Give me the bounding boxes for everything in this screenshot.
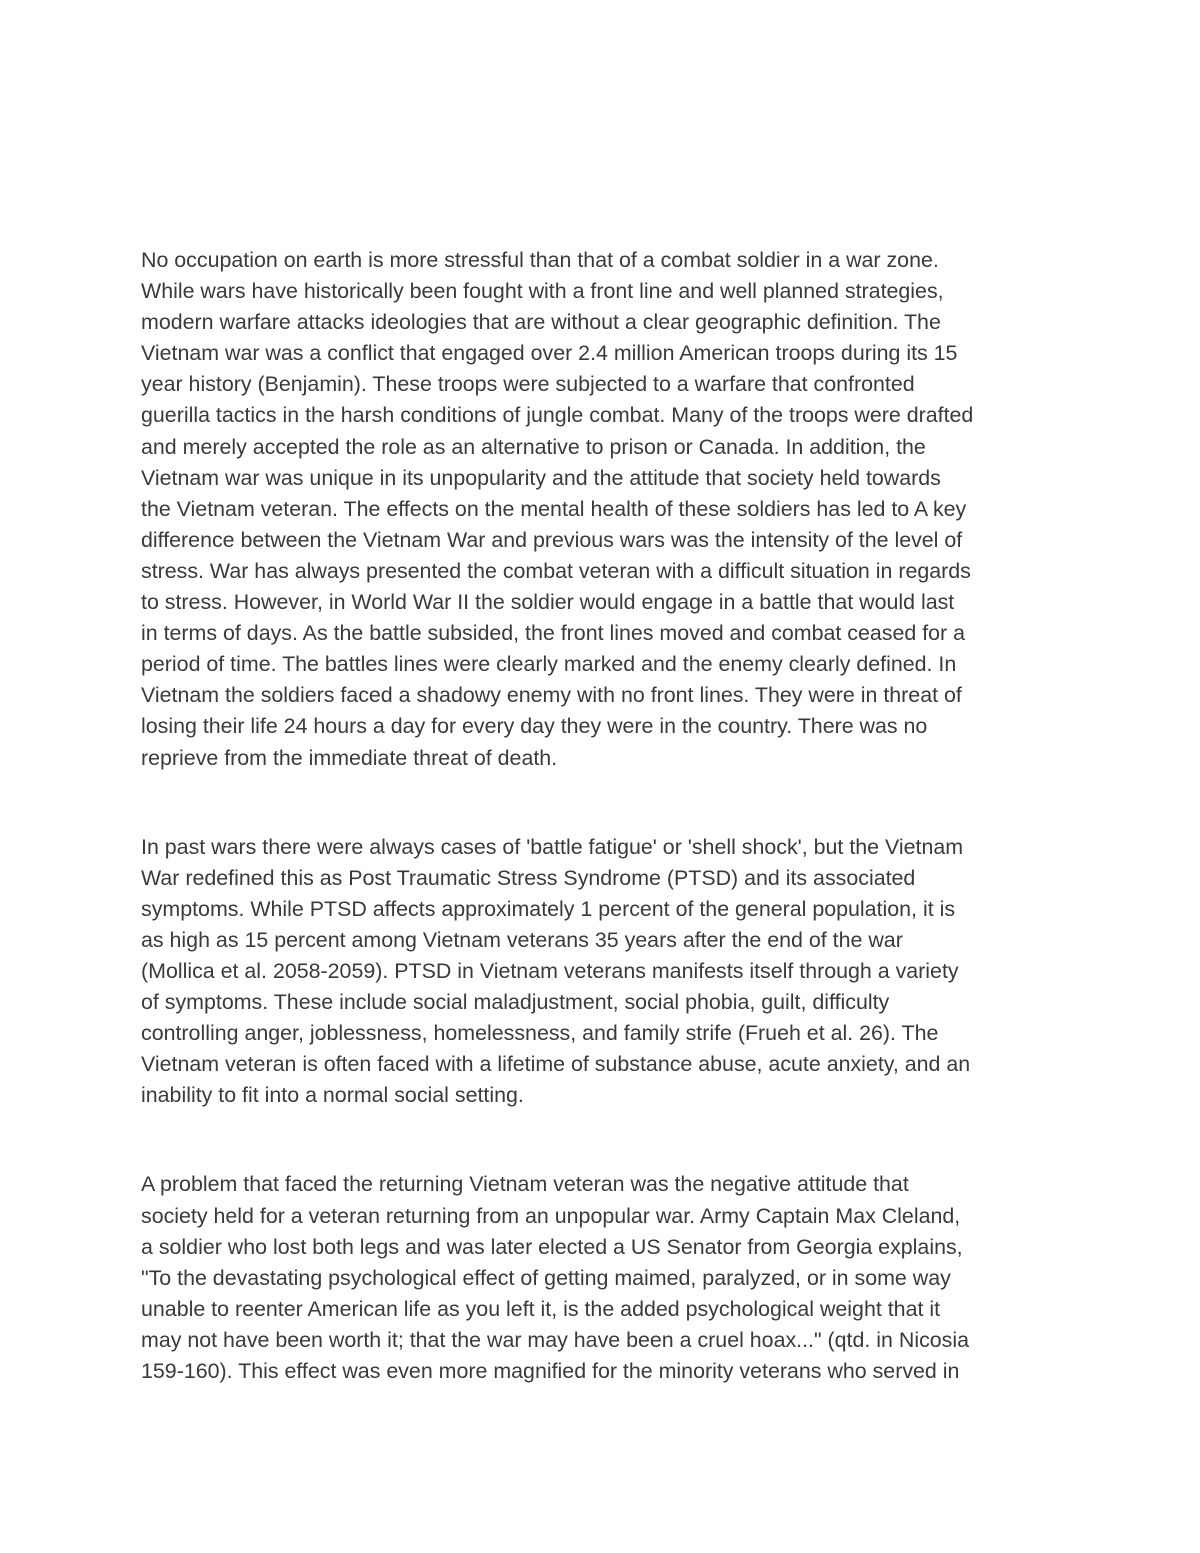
text-line: Vietnam war was a conflict that engaged over 2.4 million American troops during its 15 xyxy=(141,341,958,366)
text-line: difference between the Vietnam War and previous wars was the intensity of the level of xyxy=(141,527,963,552)
text-line: modern warfare attacks ideologies that are without a clear geographic definition. The xyxy=(141,310,941,335)
text-line: Vietnam veteran is often faced with a lifetime of substance abuse, acute anxiety, and an xyxy=(141,1052,971,1077)
text-line: War redefined this as Post Traumatic Stress Syndrome (PTSD) and its associated xyxy=(141,865,916,890)
text-line: as high as 15 percent among Vietnam veterans 35 years after the end of the war xyxy=(141,927,903,952)
text-line: a soldier who lost both legs and was later elected a US Senator from Georgia explains, xyxy=(141,1234,963,1259)
text-line: year history (Benjamin). These troops were subjected to a warfare that confronted xyxy=(141,372,915,397)
text-line: to stress. However, in World War II the soldier would engage in a battle that would last xyxy=(141,590,955,615)
text-line: (Mollica et al. 2058-2059). PTSD in Vietnam veterans manifests itself through a variety xyxy=(141,958,959,983)
text-line: reprieve from the immediate threat of death. xyxy=(141,745,558,770)
text-line: stress. War has always presented the combat veteran with a difficult situation in regards xyxy=(141,558,971,583)
text-line: 159-160). This effect was even more magnified for the minority veterans who served in xyxy=(141,1359,960,1383)
text-line: Vietnam the soldiers faced a shadowy enemy with no front lines. They were in threat of xyxy=(141,683,962,708)
text-line: and merely accepted the role as an alternative to prison or Canada. In addition, the xyxy=(141,434,926,459)
text-line: Vietnam war was unique in its unpopularity and the attitude that society held towards xyxy=(141,465,941,490)
text-line: society held for a veteran returning from an unpopular war. Army Captain Max Cleland, xyxy=(141,1203,961,1228)
text-line: No occupation on earth is more stressful than that of a combat soldier in a war zone. xyxy=(141,248,939,272)
paragraph-combat-stress xyxy=(141,245,1081,774)
text-line: unable to reenter American life as you left it, is the added psychological weight that it xyxy=(141,1296,941,1321)
text-line: While wars have historically been fought with a front line and well planned strategies, xyxy=(141,279,944,304)
document-body xyxy=(141,245,1081,1387)
text-line: inability to fit into a normal social setting. xyxy=(141,1083,524,1108)
text-line: may not have been worth it; that the war may have been a cruel hoax..." (qtd. in Nicosia xyxy=(141,1327,970,1352)
text-line: "To the devastating psychological effect of getting maimed, paralyzed, or in some way xyxy=(141,1265,951,1290)
text-line: In past wars there were always cases of 'battle fatigue' or 'shell shock', but the Vietnam xyxy=(141,834,964,859)
text-line: A problem that faced the returning Vietnam veteran was the negative attitude that xyxy=(141,1172,909,1197)
text-line: of symptoms. These include social maladjustment, social phobia, guilt, difficulty xyxy=(141,990,890,1015)
text-line: the Vietnam veteran. The effects on the mental health of these soldiers has led to A key xyxy=(141,496,967,521)
text-line: in terms of days. As the battle subsided, the front lines moved and combat ceased for a xyxy=(141,621,965,646)
text-line: losing their life 24 hours a day for every day they were in the country. There was no xyxy=(141,714,928,739)
paragraph-ptsd xyxy=(141,832,1081,1112)
paragraph-returning-veteran xyxy=(141,1169,1081,1387)
text-line: controlling anger, joblessness, homelessness, and family strife (Frueh et al. 26). The xyxy=(141,1021,939,1046)
text-line: symptoms. While PTSD affects approximately 1 percent of the general population, it is xyxy=(141,896,956,921)
text-line: guerilla tactics in the harsh conditions of jungle combat. Many of the troops were drafted xyxy=(141,403,974,428)
text-line: period of time. The battles lines were clearly marked and the enemy clearly defined. In xyxy=(141,652,957,677)
